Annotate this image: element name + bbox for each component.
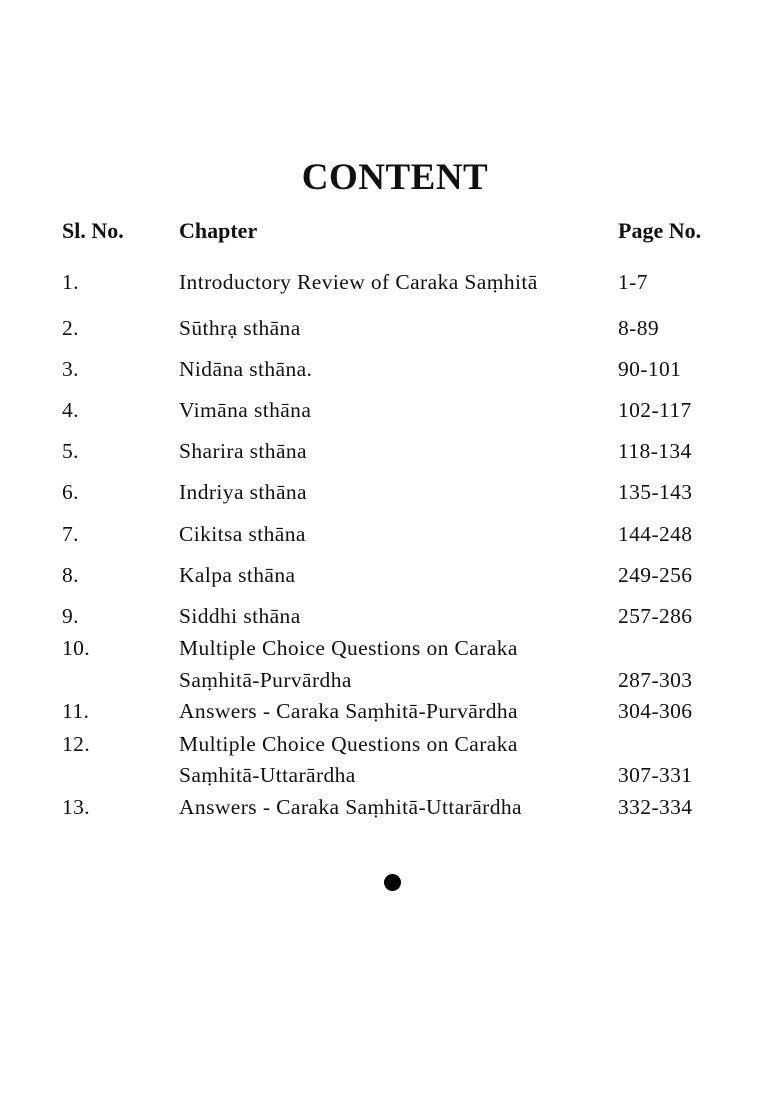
- page-range: 287-303: [618, 668, 693, 692]
- page-title: CONTENT: [301, 157, 489, 198]
- sl-no: 9.: [62, 604, 79, 628]
- sl-no: 7.: [62, 522, 79, 546]
- sl-no: 6.: [62, 480, 79, 504]
- chapter-title: Multiple Choice Questions on Caraka: [179, 732, 518, 756]
- page-range: 90-101: [618, 357, 682, 381]
- chapter-title: Cikitsa sthāna: [179, 522, 306, 546]
- page-range: 332-334: [618, 795, 693, 819]
- sl-no: 11.: [62, 699, 90, 723]
- sl-no: 2.: [62, 316, 79, 340]
- chapter-title-line2: Saṃhitā-Uttarārdha: [179, 763, 356, 787]
- header-page-no: Page No.: [618, 218, 702, 243]
- sl-no: 13.: [62, 795, 91, 819]
- page-range: 118-134: [618, 439, 692, 463]
- header-sl-no: Sl. No.: [62, 218, 124, 243]
- chapter-title: Sharira sthāna: [179, 439, 307, 463]
- chapter-title: Nidāna sthāna.: [179, 357, 313, 381]
- page-range: 1-7: [618, 270, 648, 294]
- sl-no: 5.: [62, 439, 79, 463]
- page-range: 257-286: [618, 604, 693, 628]
- chapter-title: Introductory Review of Caraka Saṃhitā: [179, 270, 538, 294]
- chapter-title: Multiple Choice Questions on Caraka: [179, 636, 518, 660]
- page-range: 8-89: [618, 316, 660, 340]
- sl-no: 10.: [62, 636, 91, 660]
- chapter-title-line2: Saṃhitā-Purvārdha: [179, 668, 352, 692]
- sl-no: 12.: [62, 732, 91, 756]
- page-range: 135-143: [618, 480, 693, 504]
- page-range: 249-256: [618, 563, 693, 587]
- chapter-title: Kalpa sthāna: [179, 563, 296, 587]
- sl-no: 8.: [62, 563, 79, 587]
- chapter-title: Vimāna sthāna: [179, 398, 312, 422]
- sl-no: 3.: [62, 357, 79, 381]
- chapter-title: Answers - Caraka Saṃhitā-Uttarārdha: [179, 795, 522, 819]
- bullet-ornament-icon: [384, 874, 401, 891]
- header-chapter: Chapter: [179, 218, 258, 243]
- sl-no: 1.: [62, 270, 79, 294]
- chapter-title: Siddhi sthāna: [179, 604, 301, 628]
- chapter-title: Indriya sthāna: [179, 480, 307, 504]
- page-range: 304-306: [618, 699, 693, 723]
- chapter-title: Sūthrạ sthāna: [179, 316, 301, 340]
- page-range: 102-117: [618, 398, 692, 422]
- chapter-title: Answers - Caraka Saṃhitā-Purvārdha: [179, 699, 518, 723]
- page-range: 144-248: [618, 522, 693, 546]
- page-range: 307-331: [618, 763, 693, 787]
- sl-no: 4.: [62, 398, 79, 422]
